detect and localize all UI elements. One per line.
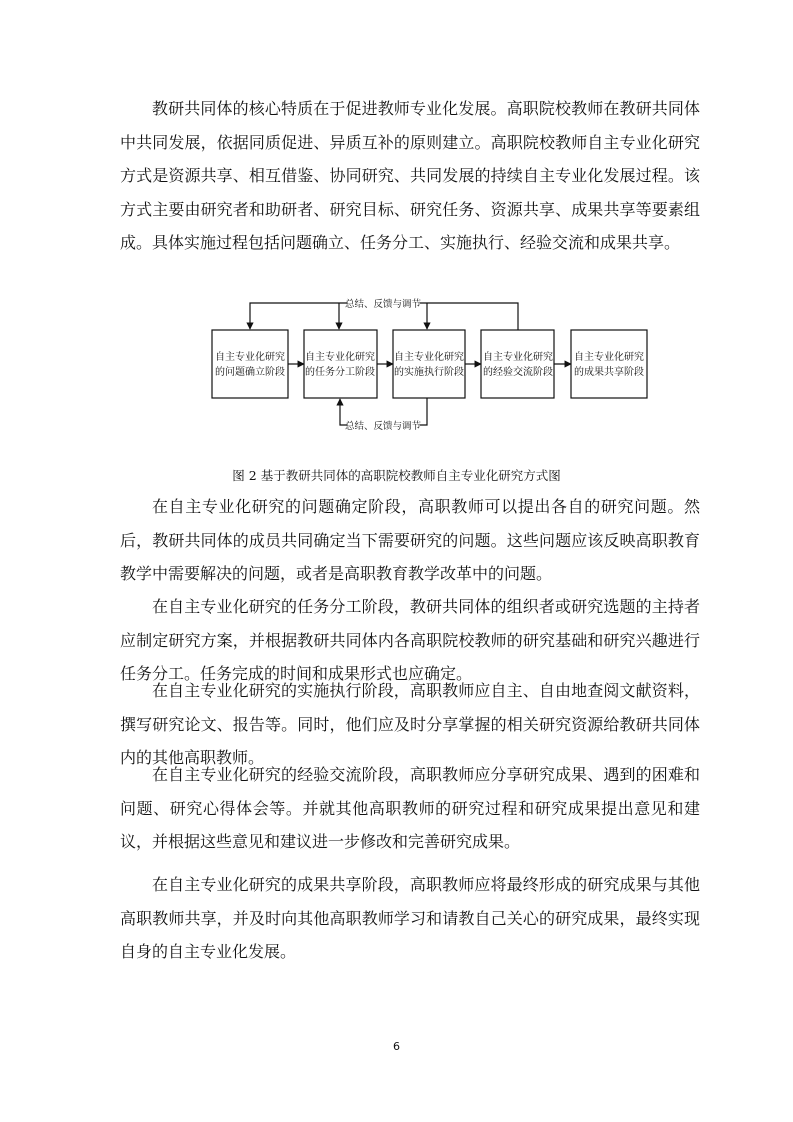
page-number: 6 [393,1040,400,1053]
stage-box-3 [393,330,465,398]
paragraph-5: 在自主专业化研究的经验交流阶段，高职教师应分享研究成果、遇到的困难和问题、研究心得体会等。并就其他高职教师的研究过程和研究成果提出意见和建议，并根据这些意见和建议进一步修改和完善研究成果。 [120,765,700,851]
stage-box-5 [571,330,647,398]
paragraph-2: 在自主专业化研究的问题确定阶段，高职教师可以提出各自的研究问题。然后，教研共同体的成员共同确定当下需要研究的问题。这些问题应该反映高职教育教学中需要解决的问题，或者是高职教育教学改革中的问题。 [120,497,700,583]
svg-text:自主专业化研究: 自主专业化研究 [305,352,375,363]
process-diagram [207,290,667,440]
stage-box-2 [304,330,377,398]
paragraph-1: 教研共同体的核心特质在于促进教师专业化发展。高职院校教师在教研共同体中共同发展，依据同质促进、异质互补的原则建立。高职院校教师自主专业化研究方式是资源共享、相互借鉴、协同研究、共同发展的持续自主专业化发展过程。该方式主要由研究者和助研者、研究目标、研究任务、资源共享、成果共享等要素组成。具体实施过程包括问题确立、任务分工、实施执行、经验交流和成果共享。 [120,99,700,252]
bottom-feedback-label: 总结、反馈与调节 [344,421,422,432]
svg-text:的经验交流阶段: 的经验交流阶段 [483,367,553,378]
svg-text:的成果共享阶段: 的成果共享阶段 [574,367,644,378]
stage-box-1 [212,330,288,398]
svg-text:的问题确立阶段: 的问题确立阶段 [215,367,285,378]
top-feedback-label: 总结、反馈与调节 [344,299,422,310]
figure-caption: 图 2 基于教研共同体的高职院校教师自主专业化研究方式图 [232,468,561,483]
paragraph-6: 在自主专业化研究的成果共享阶段，高职教师应将最终形成的研究成果与其他高职教师共享，并及时向其他高职教师学习和请教自己关心的研究成果，最终实现自身的自主专业化发展。 [120,875,700,961]
paragraph-4: 在自主专业化研究的实施执行阶段，高职教师应自主、自由地查阅文献资料，撰写研究论文、报告等。同时，他们应及时分享掌握的相关研究资源给教研共同体内的其他高职教师。 [120,681,700,767]
paragraph-3: 在自主专业化研究的任务分工阶段，教研共同体的组织者或研究选题的主持者应制定研究方案，并根据教研共同体内各高职院校教师的研究基础和研究兴趣进行任务分工。任务完成的时间和成果形式也应确定。 [120,597,700,683]
svg-text:的任务分工阶段: 的任务分工阶段 [305,367,375,378]
svg-text:的实施执行阶段: 的实施执行阶段 [394,367,464,378]
svg-text:自主专业化研究: 自主专业化研究 [394,352,464,363]
svg-text:自主专业化研究: 自主专业化研究 [574,352,644,363]
svg-text:自主专业化研究: 自主专业化研究 [215,352,285,363]
stage-box-4 [481,330,554,398]
svg-text:自主专业化研究: 自主专业化研究 [483,352,553,363]
